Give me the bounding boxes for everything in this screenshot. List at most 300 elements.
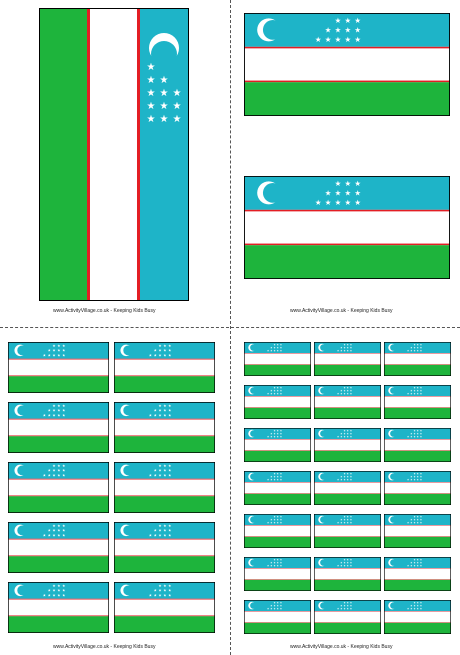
svg-text:★: ★: [410, 432, 413, 436]
svg-text:★: ★: [52, 348, 56, 353]
svg-text:★: ★: [349, 435, 353, 439]
uzbekistan-flag-tiny: [314, 514, 381, 548]
svg-text:★: ★: [42, 413, 46, 418]
svg-text:★: ★: [410, 392, 413, 396]
svg-text:★: ★: [172, 88, 182, 99]
svg-text:★: ★: [279, 386, 283, 390]
svg-text:★: ★: [346, 604, 349, 608]
svg-text:★: ★: [349, 346, 353, 350]
svg-text:★: ★: [340, 432, 343, 436]
svg-text:★: ★: [47, 468, 51, 473]
svg-text:★: ★: [410, 561, 413, 565]
svg-text:★: ★: [346, 432, 349, 436]
svg-text:★: ★: [343, 607, 346, 611]
svg-text:★: ★: [413, 515, 416, 519]
svg-text:★: ★: [410, 478, 413, 482]
svg-text:★: ★: [354, 34, 362, 44]
svg-text:★: ★: [158, 403, 162, 408]
svg-text:★: ★: [158, 353, 162, 358]
svg-text:★: ★: [419, 518, 423, 522]
svg-text:★: ★: [267, 392, 270, 396]
svg-text:★: ★: [407, 435, 410, 439]
uzbekistan-flag-small: [8, 582, 109, 633]
svg-text:★: ★: [47, 473, 51, 478]
svg-text:★: ★: [413, 558, 416, 562]
svg-text:★: ★: [57, 523, 61, 528]
svg-text:★: ★: [416, 478, 419, 482]
svg-text:★: ★: [159, 114, 169, 125]
svg-text:★: ★: [279, 521, 283, 525]
uzbekistan-flag-tiny: [244, 514, 311, 548]
svg-text:★: ★: [279, 429, 283, 433]
uzbekistan-flag-tiny: [244, 342, 311, 376]
svg-text:★: ★: [52, 528, 56, 533]
svg-text:★: ★: [349, 601, 353, 605]
svg-text:★: ★: [334, 197, 342, 207]
svg-text:★: ★: [419, 386, 423, 390]
svg-text:★: ★: [340, 349, 343, 353]
svg-text:★: ★: [346, 607, 349, 611]
svg-text:★: ★: [270, 346, 273, 350]
svg-text:★: ★: [410, 564, 413, 568]
svg-text:★: ★: [416, 561, 419, 565]
svg-text:★: ★: [153, 413, 157, 418]
svg-text:★: ★: [52, 468, 56, 473]
svg-text:★: ★: [153, 588, 157, 593]
credit-top-left: www.ActivityVillage.co.uk - Keeping Kids Busy: [53, 308, 156, 314]
svg-text:★: ★: [349, 561, 353, 565]
svg-text:★: ★: [340, 607, 343, 611]
svg-text:★: ★: [416, 475, 419, 479]
svg-text:★: ★: [279, 435, 283, 439]
svg-text:★: ★: [346, 515, 349, 519]
svg-text:★: ★: [340, 478, 343, 482]
svg-text:★: ★: [146, 88, 156, 99]
svg-text:★: ★: [354, 15, 362, 25]
svg-text:★: ★: [410, 475, 413, 479]
svg-text:★: ★: [47, 413, 51, 418]
svg-text:★: ★: [273, 601, 276, 605]
svg-text:★: ★: [416, 521, 419, 525]
svg-text:★: ★: [62, 408, 66, 413]
svg-text:★: ★: [279, 607, 283, 611]
svg-text:★: ★: [57, 588, 61, 593]
svg-text:★: ★: [168, 593, 172, 598]
svg-text:★: ★: [270, 432, 273, 436]
svg-text:★: ★: [419, 607, 423, 611]
svg-text:★: ★: [407, 349, 410, 353]
svg-text:★: ★: [153, 473, 157, 478]
svg-text:★: ★: [153, 408, 157, 413]
svg-text:★: ★: [163, 463, 167, 468]
svg-text:★: ★: [270, 564, 273, 568]
svg-text:★: ★: [419, 392, 423, 396]
svg-text:★: ★: [276, 478, 279, 482]
svg-text:★: ★: [273, 346, 276, 350]
svg-text:★: ★: [57, 533, 61, 538]
svg-text:★: ★: [416, 349, 419, 353]
svg-text:★: ★: [407, 607, 410, 611]
svg-text:★: ★: [413, 564, 416, 568]
svg-text:★: ★: [42, 353, 46, 358]
svg-text:★: ★: [270, 478, 273, 482]
svg-text:★: ★: [158, 343, 162, 348]
svg-text:★: ★: [419, 561, 423, 565]
svg-text:★: ★: [163, 588, 167, 593]
svg-text:★: ★: [47, 353, 51, 358]
svg-text:★: ★: [344, 188, 352, 198]
svg-text:★: ★: [279, 604, 283, 608]
svg-text:★: ★: [324, 25, 332, 35]
svg-text:★: ★: [344, 34, 352, 44]
svg-text:★: ★: [273, 607, 276, 611]
svg-text:★: ★: [159, 75, 169, 86]
svg-text:★: ★: [273, 435, 276, 439]
svg-text:★: ★: [168, 533, 172, 538]
svg-text:★: ★: [343, 432, 346, 436]
svg-text:★: ★: [279, 601, 283, 605]
svg-text:★: ★: [346, 346, 349, 350]
svg-text:★: ★: [168, 523, 172, 528]
svg-text:★: ★: [343, 601, 346, 605]
svg-text:★: ★: [270, 561, 273, 565]
svg-text:★: ★: [148, 473, 152, 478]
svg-text:★: ★: [410, 518, 413, 522]
svg-text:★: ★: [273, 475, 276, 479]
svg-text:★: ★: [158, 533, 162, 538]
svg-text:★: ★: [416, 558, 419, 562]
svg-text:★: ★: [163, 583, 167, 588]
svg-text:★: ★: [276, 389, 279, 393]
svg-text:★: ★: [62, 583, 66, 588]
svg-text:★: ★: [340, 564, 343, 568]
svg-text:★: ★: [337, 521, 340, 525]
svg-text:★: ★: [267, 349, 270, 353]
svg-text:★: ★: [158, 468, 162, 473]
svg-text:★: ★: [146, 75, 156, 86]
uzbekistan-flag-tiny: [314, 471, 381, 505]
svg-text:★: ★: [168, 353, 172, 358]
svg-text:★: ★: [57, 468, 61, 473]
svg-text:★: ★: [172, 101, 182, 112]
svg-text:★: ★: [168, 588, 172, 593]
svg-text:★: ★: [279, 518, 283, 522]
svg-text:★: ★: [413, 435, 416, 439]
svg-text:★: ★: [153, 593, 157, 598]
svg-text:★: ★: [343, 518, 346, 522]
svg-text:★: ★: [159, 101, 169, 112]
svg-text:★: ★: [52, 408, 56, 413]
svg-text:★: ★: [413, 518, 416, 522]
svg-text:★: ★: [163, 343, 167, 348]
svg-text:★: ★: [349, 432, 353, 436]
uzbekistan-flag-tiny: [384, 342, 451, 376]
uzbekistan-flag-small: [8, 462, 109, 513]
svg-text:★: ★: [273, 392, 276, 396]
svg-text:★: ★: [52, 403, 56, 408]
svg-text:★: ★: [419, 435, 423, 439]
credit-top-right: www.ActivityVillage.co.uk - Keeping Kids Busy: [290, 308, 393, 314]
horizontal-cut-line: [0, 327, 460, 328]
svg-text:★: ★: [346, 392, 349, 396]
svg-text:★: ★: [349, 604, 353, 608]
svg-text:★: ★: [416, 604, 419, 608]
svg-text:★: ★: [153, 533, 157, 538]
svg-text:★: ★: [416, 432, 419, 436]
svg-text:★: ★: [273, 349, 276, 353]
svg-text:★: ★: [62, 528, 66, 533]
svg-text:★: ★: [62, 588, 66, 593]
uzbekistan-flag-tiny: [314, 342, 381, 376]
svg-text:★: ★: [273, 389, 276, 393]
svg-text:★: ★: [346, 558, 349, 562]
svg-text:★: ★: [343, 515, 346, 519]
svg-text:★: ★: [349, 564, 353, 568]
svg-text:★: ★: [273, 343, 276, 347]
uzbekistan-flag-tiny: [384, 471, 451, 505]
svg-text:★: ★: [270, 389, 273, 393]
svg-text:★: ★: [267, 564, 270, 568]
svg-text:★: ★: [407, 521, 410, 525]
svg-text:★: ★: [158, 528, 162, 533]
svg-text:★: ★: [349, 475, 353, 479]
svg-text:★: ★: [410, 607, 413, 611]
uzbekistan-flag-tiny: [244, 600, 311, 634]
svg-text:★: ★: [324, 34, 332, 44]
svg-text:★: ★: [267, 478, 270, 482]
svg-text:★: ★: [270, 475, 273, 479]
svg-text:★: ★: [340, 518, 343, 522]
svg-text:★: ★: [146, 101, 156, 112]
svg-text:★: ★: [168, 583, 172, 588]
svg-text:★: ★: [276, 475, 279, 479]
svg-text:★: ★: [273, 558, 276, 562]
svg-text:★: ★: [57, 343, 61, 348]
uzbekistan-flag-tiny: [244, 557, 311, 591]
svg-text:★: ★: [413, 389, 416, 393]
svg-text:★: ★: [168, 473, 172, 478]
svg-text:★: ★: [276, 518, 279, 522]
svg-text:★: ★: [276, 601, 279, 605]
svg-text:★: ★: [163, 408, 167, 413]
svg-text:★: ★: [334, 34, 342, 44]
svg-text:★: ★: [158, 348, 162, 353]
svg-text:★: ★: [279, 389, 283, 393]
uzbekistan-flag-small: [114, 462, 215, 513]
svg-text:★: ★: [57, 463, 61, 468]
svg-text:★: ★: [413, 346, 416, 350]
svg-text:★: ★: [413, 386, 416, 390]
svg-text:★: ★: [419, 521, 423, 525]
svg-text:★: ★: [163, 403, 167, 408]
svg-text:★: ★: [279, 558, 283, 562]
svg-text:★: ★: [47, 528, 51, 533]
svg-text:★: ★: [349, 386, 353, 390]
svg-text:★: ★: [344, 15, 352, 25]
svg-text:★: ★: [273, 478, 276, 482]
svg-text:★: ★: [346, 389, 349, 393]
uzbekistan-flag-tiny: [244, 471, 311, 505]
svg-text:★: ★: [416, 515, 419, 519]
credit-bottom-right: www.ActivityVillage.co.uk - Keeping Kids Busy: [290, 644, 393, 650]
svg-text:★: ★: [146, 62, 156, 73]
svg-text:★: ★: [334, 188, 342, 198]
svg-text:★: ★: [168, 463, 172, 468]
svg-text:★: ★: [276, 564, 279, 568]
svg-text:★: ★: [419, 349, 423, 353]
svg-text:★: ★: [337, 435, 340, 439]
svg-text:★: ★: [346, 518, 349, 522]
svg-text:★: ★: [346, 429, 349, 433]
uzbekistan-flag-small: [114, 402, 215, 453]
svg-text:★: ★: [159, 88, 169, 99]
svg-text:★: ★: [276, 558, 279, 562]
uzbekistan-flag-small: [8, 342, 109, 393]
svg-text:★: ★: [343, 343, 346, 347]
svg-text:★: ★: [419, 564, 423, 568]
svg-text:★: ★: [354, 197, 362, 207]
uzbekistan-flag-tiny: [244, 428, 311, 462]
svg-text:★: ★: [163, 533, 167, 538]
svg-text:★: ★: [158, 593, 162, 598]
svg-text:★: ★: [346, 561, 349, 565]
svg-text:★: ★: [267, 435, 270, 439]
svg-text:★: ★: [52, 588, 56, 593]
uzbekistan-flag-medium: [244, 176, 450, 279]
svg-text:★: ★: [419, 478, 423, 482]
uzbekistan-flag-small: [8, 402, 109, 453]
svg-text:★: ★: [419, 475, 423, 479]
svg-text:★: ★: [168, 348, 172, 353]
svg-text:★: ★: [42, 593, 46, 598]
svg-text:★: ★: [340, 435, 343, 439]
svg-text:★: ★: [344, 197, 352, 207]
svg-text:★: ★: [273, 386, 276, 390]
svg-text:★: ★: [349, 429, 353, 433]
svg-text:★: ★: [62, 523, 66, 528]
uzbekistan-flag-small: [114, 522, 215, 573]
svg-text:★: ★: [416, 343, 419, 347]
svg-text:★: ★: [52, 353, 56, 358]
svg-text:★: ★: [163, 353, 167, 358]
svg-text:★: ★: [419, 346, 423, 350]
svg-text:★: ★: [410, 604, 413, 608]
svg-text:★: ★: [273, 561, 276, 565]
svg-text:★: ★: [276, 429, 279, 433]
svg-text:★: ★: [343, 521, 346, 525]
svg-text:★: ★: [158, 473, 162, 478]
svg-text:★: ★: [343, 478, 346, 482]
svg-text:★: ★: [47, 408, 51, 413]
svg-text:★: ★: [276, 432, 279, 436]
svg-text:★: ★: [419, 515, 423, 519]
svg-text:★: ★: [343, 472, 346, 476]
svg-text:★: ★: [410, 349, 413, 353]
uzbekistan-flag-tiny: [314, 557, 381, 591]
svg-text:★: ★: [334, 178, 342, 188]
svg-text:★: ★: [407, 392, 410, 396]
svg-text:★: ★: [416, 389, 419, 393]
svg-text:★: ★: [57, 403, 61, 408]
svg-text:★: ★: [410, 346, 413, 350]
svg-text:★: ★: [57, 413, 61, 418]
svg-text:★: ★: [413, 601, 416, 605]
svg-text:★: ★: [343, 564, 346, 568]
svg-text:★: ★: [416, 472, 419, 476]
svg-text:★: ★: [349, 607, 353, 611]
svg-text:★: ★: [158, 583, 162, 588]
svg-text:★: ★: [413, 432, 416, 436]
svg-text:★: ★: [146, 114, 156, 125]
svg-text:★: ★: [279, 478, 283, 482]
svg-text:★: ★: [62, 403, 66, 408]
svg-text:★: ★: [163, 523, 167, 528]
svg-text:★: ★: [148, 413, 152, 418]
svg-text:★: ★: [279, 392, 283, 396]
svg-text:★: ★: [270, 604, 273, 608]
svg-text:★: ★: [346, 343, 349, 347]
svg-text:★: ★: [273, 604, 276, 608]
svg-text:★: ★: [276, 386, 279, 390]
uzbekistan-flag-tiny: [244, 385, 311, 419]
svg-text:★: ★: [413, 343, 416, 347]
svg-text:★: ★: [276, 346, 279, 350]
svg-text:★: ★: [346, 386, 349, 390]
svg-text:★: ★: [279, 475, 283, 479]
svg-text:★: ★: [407, 564, 410, 568]
svg-text:★: ★: [273, 429, 276, 433]
svg-text:★: ★: [168, 403, 172, 408]
svg-text:★: ★: [153, 348, 157, 353]
svg-text:★: ★: [52, 583, 56, 588]
svg-text:★: ★: [62, 463, 66, 468]
svg-text:★: ★: [416, 346, 419, 350]
svg-text:★: ★: [276, 343, 279, 347]
svg-text:★: ★: [413, 561, 416, 565]
svg-text:★: ★: [410, 389, 413, 393]
svg-text:★: ★: [324, 188, 332, 198]
uzbekistan-flag-vertical: [39, 8, 189, 301]
svg-text:★: ★: [344, 25, 352, 35]
svg-text:★: ★: [276, 561, 279, 565]
svg-text:★: ★: [52, 343, 56, 348]
svg-text:★: ★: [267, 521, 270, 525]
svg-text:★: ★: [344, 178, 352, 188]
svg-text:★: ★: [279, 472, 283, 476]
svg-text:★: ★: [337, 349, 340, 353]
svg-text:★: ★: [340, 604, 343, 608]
svg-text:★: ★: [416, 386, 419, 390]
svg-text:★: ★: [273, 518, 276, 522]
svg-text:★: ★: [340, 389, 343, 393]
svg-text:★: ★: [349, 349, 353, 353]
svg-text:★: ★: [314, 197, 322, 207]
svg-text:★: ★: [354, 188, 362, 198]
svg-text:★: ★: [163, 593, 167, 598]
svg-text:★: ★: [346, 435, 349, 439]
uzbekistan-flag-tiny: [384, 600, 451, 634]
svg-text:★: ★: [416, 601, 419, 605]
svg-text:★: ★: [416, 435, 419, 439]
svg-text:★: ★: [163, 413, 167, 418]
svg-text:★: ★: [419, 343, 423, 347]
svg-text:★: ★: [158, 413, 162, 418]
svg-text:★: ★: [343, 386, 346, 390]
svg-text:★: ★: [413, 604, 416, 608]
svg-text:★: ★: [413, 607, 416, 611]
svg-text:★: ★: [279, 346, 283, 350]
svg-text:★: ★: [413, 392, 416, 396]
